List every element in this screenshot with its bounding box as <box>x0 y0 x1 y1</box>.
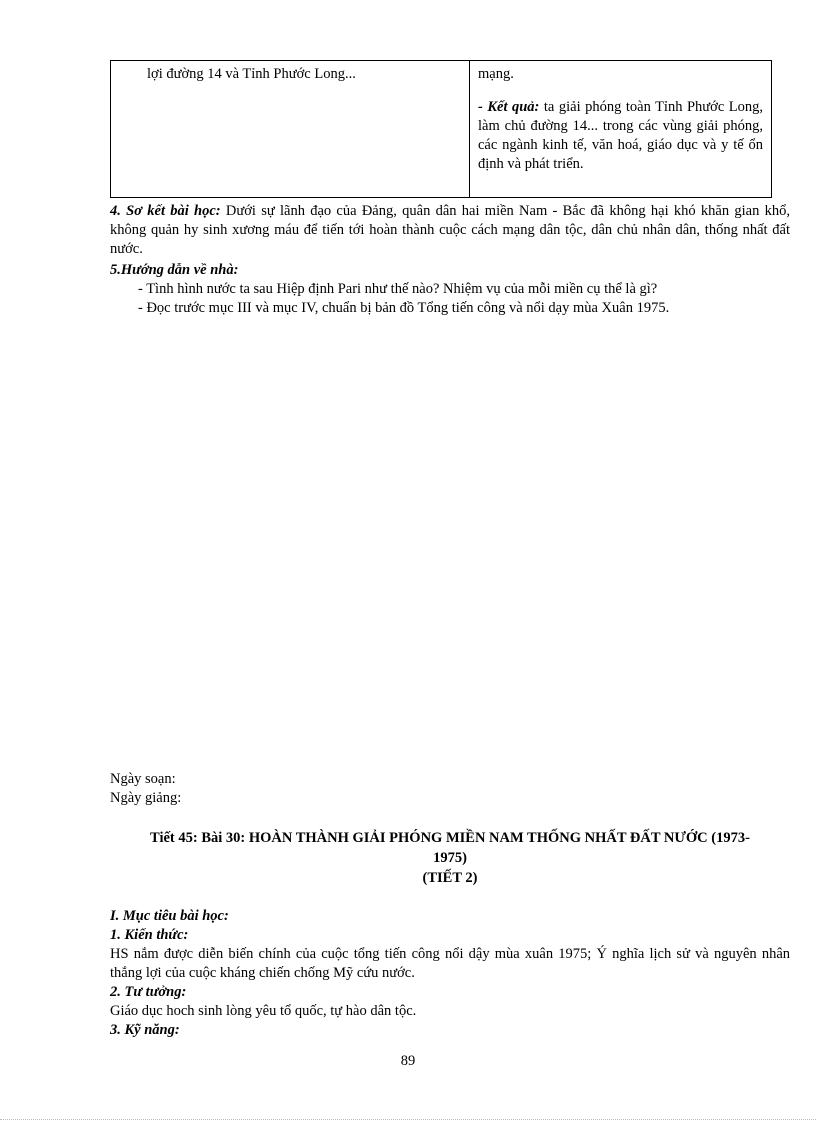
date-fields <box>110 770 790 808</box>
skills-label: 3. Kỹ năng: <box>110 1022 180 1038</box>
homework-item: - Đọc trước mục III và mục IV, chuẩn bị bản đồ Tổng tiến công và nổi dạy mùa Xuân 1975. <box>138 300 670 316</box>
summary-text: Dưới sự lãnh đạo của Đảng, quân dân hai miền Nam - Bắc đã không hại khó khăn gian khổ, không quản hy sinh xương máu để tiến tới hoàn thành cuộc cách mạng dân tộc, dân chủ nhân dân, thống nhất đất nước. <box>110 203 790 257</box>
teach-date-label: Ngày giảng: <box>110 790 182 806</box>
result-text: ta giải phóng toàn Tỉnh Phước Long, làm chủ đường 14... trong các vùng giải phóng, các ngành kinh tế, văn hoá, giáo dục và y tế ổn định và phát triển. <box>478 99 763 172</box>
knowledge-label: 1. Kiến thức: <box>110 927 189 943</box>
continuation-table <box>110 60 772 198</box>
result-label: - Kết quả: <box>478 99 540 115</box>
table-right-cell <box>470 61 772 198</box>
summary-label: 4. Sơ kết bài học: <box>110 203 221 219</box>
thought-text: Giáo dục hoch sinh lòng yêu tổ quốc, tự hào dân tộc. <box>110 1003 417 1019</box>
homework-label: 5.Hướng dẫn về nhà: <box>110 262 239 278</box>
summary-section <box>110 202 790 259</box>
thought-label: 2. Tư tưởng: <box>110 984 187 1000</box>
page-edge-divider <box>0 1119 816 1120</box>
objectives-section <box>110 907 790 1040</box>
knowledge-text: HS nắm được diễn biến chính của cuộc tổng tiến công nổi dậy mùa xuân 1975; Ý nghĩa lịch sử và nguyên nhân thắng lợi của cuộc kháng chiến chống Mỹ cứu nước. <box>110 946 790 981</box>
homework-section <box>110 261 790 318</box>
prep-date-label: Ngày soạn: <box>110 771 176 787</box>
lesson-title <box>110 828 790 888</box>
lesson-title-line1: Tiết 45: Bài 30: HOÀN THÀNH GIẢI PHÓNG MIỀN NAM THỐNG NHẤT ĐẤT NƯỚC (1973- <box>150 830 750 846</box>
right-cell-top: mạng. <box>478 66 514 82</box>
left-cell-text: lợi đường 14 và Tỉnh Phước Long... <box>147 66 356 82</box>
table-left-cell <box>111 61 470 198</box>
result-paragraph <box>478 98 763 174</box>
objectives-heading: I. Mục tiêu bài học: <box>110 908 229 924</box>
lesson-subtitle: (TIẾT 2) <box>422 870 478 886</box>
homework-item: - Tình hình nước ta sau Hiệp định Pari như thế nào? Nhiệm vụ của mỗi miền cụ thể là gì? <box>138 281 658 297</box>
lesson-title-line2: 1975) <box>433 850 467 866</box>
page-number: 89 <box>400 1053 416 1069</box>
